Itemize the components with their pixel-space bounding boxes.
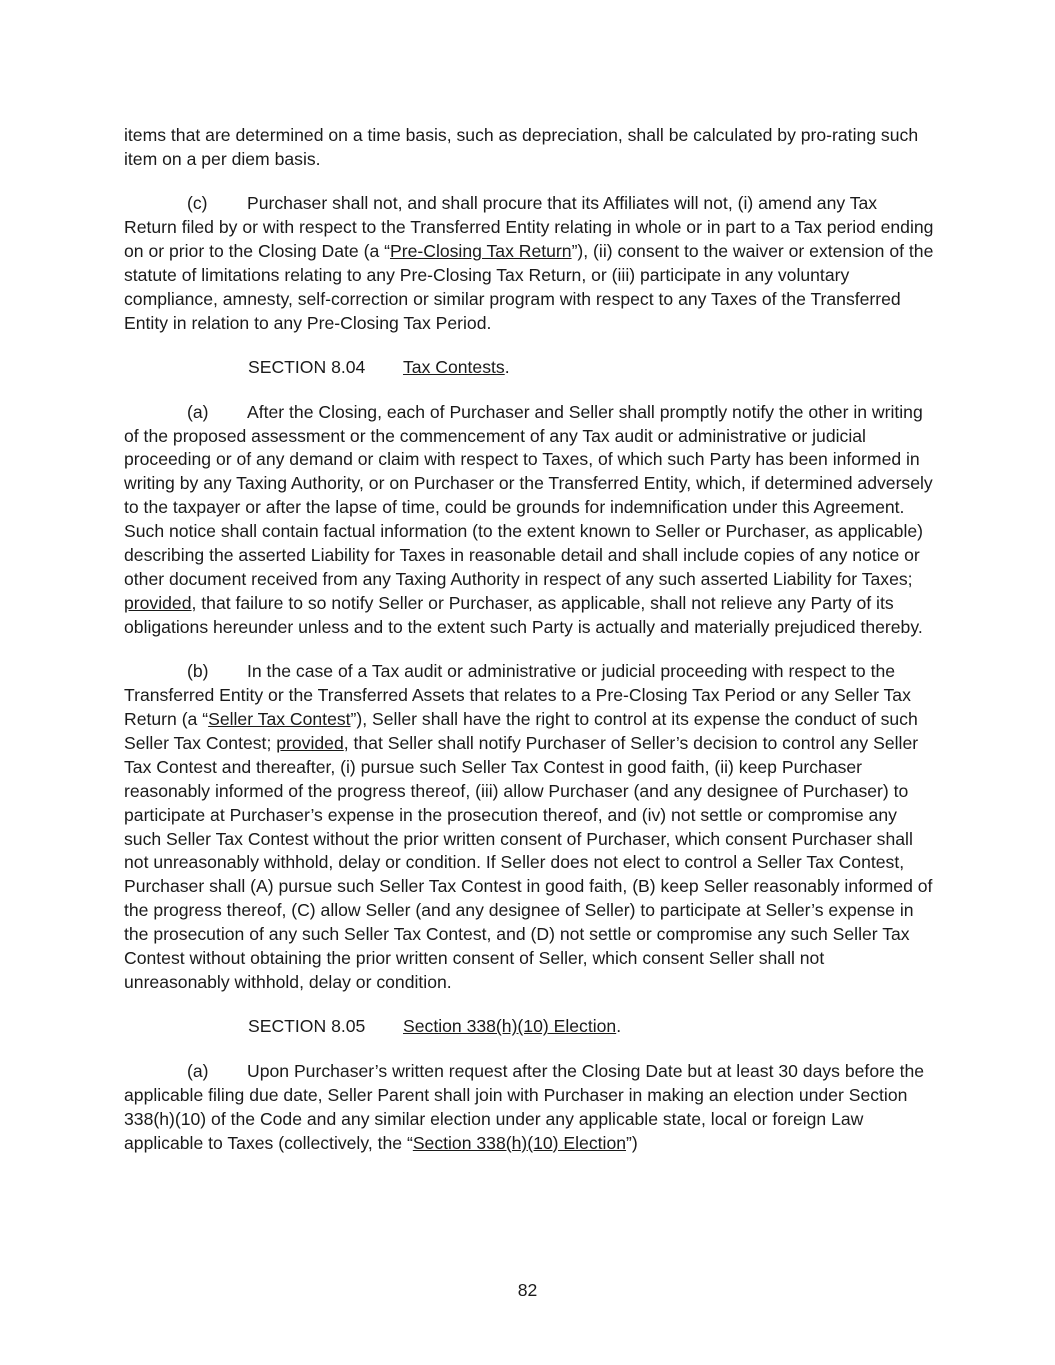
paragraph-text: Upon Purchaser’s written request after the Closing Date but at least 30 days before the applicable filing due date, Seller Parent shall join with Purchaser in making an election under Section 338(h)(10) of the Code and any similar election under any applicable state, local or foreign Law applicable to Taxes (collectively, the “ [124, 1060, 925, 1153]
defined-term: Seller Tax Contest [208, 709, 351, 730]
paragraph-continuation [124, 124, 934, 172]
paragraph-a [124, 401, 934, 640]
paragraph-text: Purchaser shall not, and shall procure that its Affiliates will not, (i) amend any Tax Return filed by or with respect to the Transferred Entity relating in whole or in part to a Tax period ending on or prior to the Closing Date (a “ [124, 193, 934, 262]
section-title-period: . [504, 357, 510, 378]
section-heading-8-04 [124, 356, 934, 380]
paragraph-a-election [124, 1060, 934, 1156]
defined-term: Section 338(h)(10) Election [412, 1132, 627, 1153]
paragraph-marker: (a) [187, 1060, 209, 1081]
paragraph-marker: (a) [187, 401, 209, 422]
paragraph-text: items that are determined on a time basis, such as depreciation, shall be calculated by pro-rating such item on a per diem basis. [124, 125, 919, 169]
defined-term: Pre-Closing Tax Return [390, 241, 572, 262]
paragraph-text: , that Seller shall notify Purchaser of Seller’s decision to control any Seller Tax Contest and thereafter, (i) pursue such Seller Tax Contest in good faith, (ii) keep Purchaser reasonably informed of the progress thereof, (iii) allow Purchaser (and any designee of Purchaser) to participate at Purchaser’s expense in the prosecution thereof, and (iv) not settle or compromise any such Seller Tax Contest without the prior written consent of Purchaser, which consent Purchaser shall not unreasonably withhold, delay or condition. If Seller does not elect to control a Seller Tax Contest, Purchaser shall (A) pursue such Seller Tax Contest in good faith, (B) keep Seller reasonably informed of the progress thereof, (C) allow Seller (and any designee of Seller) to participate at Seller’s expense in the prosecution of any such Seller Tax Contest, and (D) not settle or compromise any such Seller Tax Contest without obtaining the prior written consent of Seller, which consent Seller shall not unreasonably withhold, delay or condition. [124, 732, 933, 992]
document-page [124, 124, 934, 1176]
section-number: SECTION 8.05 [248, 1016, 366, 1037]
section-title: Section 338(h)(10) Election [403, 1016, 617, 1037]
section-heading-8-05 [124, 1015, 934, 1039]
paragraph-marker: (c) [187, 193, 208, 214]
paragraph-text: , that failure to so notify Seller or Purchaser, as applicable, shall not relieve any Party of its obligations hereunder unless and to the extent such Party is actually and materially prejudiced thereby. [124, 592, 923, 637]
paragraph-b [124, 660, 934, 995]
page-number: 82 [517, 1280, 538, 1300]
section-number: SECTION 8.04 [248, 357, 366, 378]
paragraph-text: ”) [626, 1132, 638, 1153]
paragraph-text: After the Closing, each of Purchaser and Seller shall promptly notify the other in writing of the proposed assessment or the commencement of any Tax audit or administrative or judicial proceeding or of any demand or claim with respect to Taxes, of which such Party has been informed in writing by any Taxing Authority, or on Purchaser or the Transferred Entity, which, if determined adversely to the taxpayer or after the lapse of time, could be grounds for indemnification under this Agreement. Such notice shall contain factual information (to the extent known to Seller or Purchaser, as applicable) describing the asserted Liability for Taxes in reasonable detail and shall include copies of any notice or other document received from any Taxing Authority in respect of any such asserted Liability for Taxes; [124, 401, 933, 589]
defined-term: provided [124, 592, 192, 613]
paragraph-text: ”), Seller shall have the right to control at its expense the conduct of such Seller Tax Contest; [124, 709, 918, 753]
section-title-period: . [616, 1016, 622, 1037]
paragraph-text: In the case of a Tax audit or administrative or judicial proceeding with respect to the Transferred Entity or the Transferred Assets that relates to a Pre-Closing Tax Period or any Seller Tax Return (a “ [124, 661, 911, 730]
paragraph-marker: (b) [187, 661, 209, 682]
section-title: Tax Contests [403, 357, 505, 378]
defined-term: provided [276, 732, 344, 753]
paragraph-c [124, 192, 934, 335]
paragraph-text: ”), (ii) consent to the waiver or extension of the statute of limitations relating to any Pre-Closing Tax Return, or (iii) participate in any voluntary compliance, amnesty, self-correction or similar program with respect to any Taxes of the Transferred Entity in relation to any Pre-Closing Tax Period. [124, 241, 934, 333]
